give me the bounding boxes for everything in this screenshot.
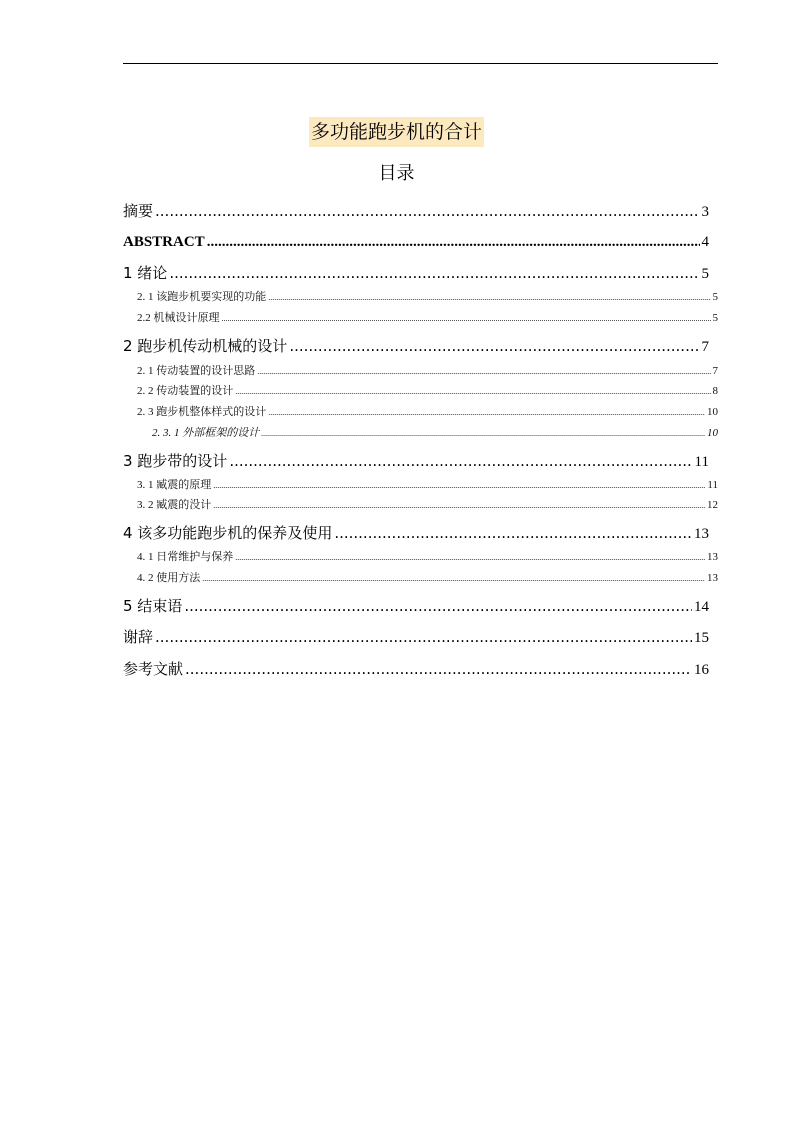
toc-entry-label: ABSTRACT <box>123 234 205 250</box>
toc-entry-references[interactable] <box>123 659 709 680</box>
toc-leader-dots <box>235 550 705 565</box>
toc-entry-chapter-2[interactable] <box>123 336 709 357</box>
toc-entry-page: 11 <box>694 454 709 470</box>
toc-entry-page: 15 <box>694 630 709 646</box>
toc-entry-section[interactable] <box>137 498 718 513</box>
toc-entry-label: 谢辞 <box>123 628 154 646</box>
toc-entry-label: 2. 2 传动装置的设计 <box>137 385 234 397</box>
toc-entry-label: 2. 3. 1 外部框架的设计 <box>152 427 260 439</box>
toc-entry-chapter-5[interactable] <box>123 596 709 617</box>
toc-leader-dots <box>213 498 705 513</box>
toc-leader-dots <box>207 232 700 252</box>
toc-entry-page: 5 <box>712 312 718 324</box>
toc-entry-page: 7 <box>712 365 718 377</box>
toc-entry-label: 2. 3 跑步机整体样式的设计 <box>137 406 267 418</box>
toc-entry-chapter-1[interactable] <box>123 263 709 284</box>
toc-entry-subsection[interactable] <box>152 426 718 441</box>
toc-entry-page: 13 <box>707 551 718 563</box>
toc-entry-page: 7 <box>701 339 709 355</box>
toc-leader-dots <box>185 659 692 679</box>
toc-entry-label: 2.2 机械设计原理 <box>137 312 220 324</box>
toc-entry-section[interactable] <box>137 290 718 305</box>
toc-leader-dots <box>268 405 705 420</box>
toc-entry-chapter-3[interactable] <box>123 451 709 472</box>
toc-entry-label: 2 跑步机传动机械的设计 <box>123 337 288 355</box>
toc-entry-section[interactable] <box>137 478 718 493</box>
toc-entry-section[interactable] <box>137 311 718 326</box>
toc-entry-section[interactable] <box>137 405 718 420</box>
toc-entry-page: 4 <box>701 234 709 250</box>
toc-entry-chapter-4[interactable] <box>123 523 709 544</box>
toc-entry-label: 参考文献 <box>123 660 184 678</box>
toc-entry-page: 5 <box>712 291 718 303</box>
toc-entry-section[interactable] <box>137 384 718 399</box>
toc-entry-label: 2. 1 该跑步机要实现的功能 <box>137 291 267 303</box>
toc-entry-label: 3. 2 臧震的没计 <box>137 499 212 511</box>
toc-entry-page: 10 <box>707 427 718 439</box>
toc-entry-label: 摘要 <box>123 202 154 220</box>
toc-entry-label: 4. 2 使用方法 <box>137 572 201 584</box>
toc-heading: 目录 <box>378 163 415 184</box>
toc-leader-dots <box>213 478 705 493</box>
toc-entry-page: 11 <box>707 479 718 491</box>
toc-entry-acknowledgements[interactable] <box>123 627 709 648</box>
toc-entry-label: 4. 1 日常维护与保养 <box>137 551 234 563</box>
toc-leader-dots <box>169 263 699 283</box>
toc-entry-label: 2. 1 传动装置的设计思路 <box>137 365 256 377</box>
toc-entry-page: 3 <box>701 204 709 220</box>
toc-entry-abstract-cn[interactable] <box>123 201 709 222</box>
toc-leader-dots <box>268 290 710 305</box>
toc-leader-dots <box>155 627 692 647</box>
toc-entry-section[interactable] <box>137 571 718 586</box>
toc-leader-dots <box>235 384 710 399</box>
toc-entry-label: 4 该多功能跑步机的保养及使用 <box>123 524 333 542</box>
toc-leader-dots <box>222 311 711 326</box>
toc-entry-page: 5 <box>701 266 709 282</box>
toc-entry-page: 10 <box>707 406 718 418</box>
toc-entry-page: 14 <box>694 599 709 615</box>
toc-entry-label: 3 跑步带的设计 <box>123 452 228 470</box>
toc-entry-abstract-en[interactable] <box>123 232 709 252</box>
toc-leader-dots <box>229 451 692 471</box>
toc-entry-page: 16 <box>694 662 709 678</box>
toc-leader-dots <box>202 571 705 586</box>
toc-leader-dots <box>289 336 699 356</box>
toc-leader-dots <box>261 426 705 441</box>
toc-entry-page: 8 <box>712 385 718 397</box>
toc-entry-section[interactable] <box>137 550 718 565</box>
toc-leader-dots <box>257 364 710 379</box>
toc-leader-dots <box>155 201 699 221</box>
toc-leader-dots <box>334 523 692 543</box>
toc-entry-label: 5 结束语 <box>123 597 183 615</box>
toc-entry-page: 13 <box>694 526 709 542</box>
header-rule <box>123 63 718 64</box>
toc-entry-page: 13 <box>707 572 718 584</box>
toc-leader-dots <box>184 596 692 616</box>
toc-entry-label: 1 绪论 <box>123 264 168 282</box>
toc-entry-page: 12 <box>707 499 718 511</box>
toc-entry-section[interactable] <box>137 364 718 379</box>
document-title-block <box>0 117 793 147</box>
toc-entry-label: 3. 1 臧震的原理 <box>137 479 212 491</box>
document-title: 多功能跑步机的合计 <box>309 117 484 147</box>
